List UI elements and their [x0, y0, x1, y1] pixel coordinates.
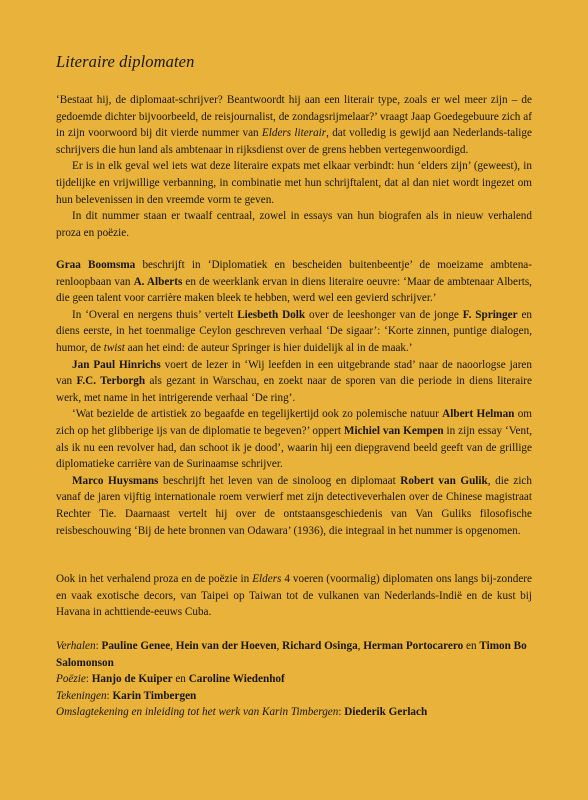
- intro-text-1b: , dat volledig is gewijd aan Nederlands-talige schrijvers die hun land als ambtenaar in rijksdienst over de grens hebben vertegenwoordigd.: [56, 127, 532, 156]
- magazine-title: Elders: [252, 573, 282, 585]
- credit-tekeningen: Tekeningen: Karin Timbergen: [56, 689, 197, 702]
- credit-label: Tekeningen: [56, 689, 107, 702]
- prose-paragraph: [56, 571, 532, 621]
- separator: ,: [170, 640, 176, 652]
- essay-text: beschrijft het leven van de sinoloog en diplomaat: [158, 474, 401, 487]
- credit-label: Omslagtekening en inleiding tot het werk van Karin Timbergen: [56, 706, 339, 719]
- intro-paragraph-1: [56, 92, 532, 158]
- prose-section: [56, 571, 532, 621]
- essay-text: ‘Wat bezielde de artistiek zo begaafde en tegelijkertijd ook zo polemische natuur: [72, 408, 443, 421]
- italic-word: twist: [103, 341, 125, 354]
- essay-text: over de leeshonger van de jonge: [305, 308, 463, 321]
- intro-section: [56, 92, 532, 241]
- essay-text: om zich op het glibberige ijs van de diplomatie te begeven?’ oppert: [56, 408, 532, 437]
- contributor-name: Hein van der Hoeven: [175, 640, 277, 652]
- subject-name: Robert van Gulik: [400, 474, 488, 487]
- subject-name: Albert Helman: [442, 408, 515, 421]
- contributor-name: Herman Portocarero: [363, 640, 464, 652]
- essay-paragraph-boomsma: [56, 257, 532, 307]
- contributor-name: Timon Bo Salomonson: [56, 640, 527, 669]
- credits-section: [56, 638, 532, 721]
- author-name: Michiel van Kempen: [343, 424, 444, 437]
- essay-paragraph-kempen: [56, 406, 532, 472]
- subject-name: F.C. Terborgh: [76, 375, 146, 388]
- credit-omslag: Omslagtekening en inleiding tot het werk van Karin Timbergen: Diederik Gerlach: [56, 706, 428, 719]
- intro-paragraph-2: Er is in elk geval wel iets wat deze literaire expats met elkaar verbindt: hun ‘elders zijn’ (geweest), in tijdelijke en vrijwillige verbanning, in combinatie met hun schrijftalent, dat al dan niet wordt ingezet om hun belevenissen in den vreemde vorm te geven.: [56, 160, 532, 206]
- essay-text: , die zich vanaf de jaren vijftig internationale roem verwierf met zijn detectiveverhalen over de Chinese magistraat Rechter Tie. Daarnaast vertelt hij over de ontstaansgeschiedenis van Van Guliks filosofische reisbeschouwing ‘Bij de hete bronnen van Odawara’ (1936), die integraal in het nummer is opgenomen.: [56, 474, 532, 537]
- essay-paragraph-huysmans: [56, 473, 532, 539]
- separator: ,: [276, 640, 283, 652]
- separator: en: [463, 640, 480, 652]
- separator: en: [172, 673, 189, 686]
- intro-text-1a: ‘Bestaat hij, de diplomaat-schrijver? Beantwoordt hij aan een literair type, zoals er wel meer zijn – de gedoemde dichter bijvoorbeeld, de reisjournalist, de zondagsrijmelaar?’ vraagt Jaap Goedegebuure zich af in zijn voorwoord bij dit vierde nummer van: [56, 94, 532, 140]
- essays-section: [56, 257, 532, 539]
- author-name: Liesbeth Dolk: [237, 308, 306, 321]
- essay-text: aan het eind: de auteur Springer is hier duidelijk al in de maak.’: [124, 341, 413, 354]
- page-title: Literaire diplomaten: [56, 52, 195, 71]
- credit-label: Verhalen: [56, 640, 96, 652]
- contributor-name: Caroline Wiedenhof: [188, 673, 285, 686]
- contributor-name: Richard Osinga: [282, 640, 358, 652]
- intro-paragraph-3: In dit nummer staan er twaalf centraal, zowel in essays van hun biografen als in nieuw verhalend proza en poëzie.: [56, 210, 532, 239]
- prose-text: Ook in het verhalend proza en de poëzie in: [56, 573, 253, 585]
- essay-text: in zijn essay ‘Vent, als ik nu een revolver had, dan schoot ik je dood’, waarin hij een diepgravend beeld geeft van de grillige diplomatieke carrière van de Surinaamse schrijver.: [56, 424, 532, 471]
- prose-text: 4 voeren (voormalig) diplomaten ons langs bij-zondere en vaak exotische decors, van Taipei op Taiwan tot de vulkanen van Nederlands-Indië en de kust bij Havana in achttiende-eeuws Cuba.: [56, 573, 532, 619]
- subject-name: A. Alberts: [133, 275, 183, 288]
- credit-poezie: Poëzie: Hanjo de Kuiper en Caroline Wiedenhof: [56, 673, 285, 686]
- author-name: Graa Boomsma: [56, 259, 136, 271]
- separator: ,: [357, 640, 364, 652]
- subject-name: F. Springer: [462, 308, 518, 321]
- magazine-title: Elders literair: [261, 127, 327, 140]
- credit-verhalen: Verhalen: Pauline Genee, Hein van der Hoeven, Richard Osinga, Herman Portocarero en Timon Bo Salomonson: [56, 640, 527, 669]
- contributor-name: Hanjo de Kuiper: [91, 673, 173, 686]
- credit-label: Poëzie: [56, 673, 86, 686]
- author-name: Jan Paul Hinrichs: [72, 358, 161, 371]
- contributor-name: Diederik Gerlach: [344, 706, 428, 719]
- essay-text: als gezant in Warschau, en zoekt naar de sporen van die periode in diens literaire werk, met name in het intrigerende verhaal ‘De ring’.: [56, 375, 532, 404]
- essay-paragraph-hinrichs: [56, 357, 532, 407]
- author-name: Marco Huysmans: [72, 474, 159, 487]
- essay-text: voert de lezer in ‘Wij leefden in een uitgebrande stad’ naar de naoorlogse jaren van: [56, 358, 532, 388]
- essay-text: en de weerklank ervan in diens literaire oeuvre: ‘Maar de ambtenaar Alberts, die geen talent voor carrière maken bleek te hebben, werd wel een gevierd schrijver.’: [56, 275, 532, 305]
- essay-paragraph-dolk: [56, 307, 532, 357]
- essay-text: en diens eerste, in het toenmalige Ceylon geschreven verhaal ‘De sigaar’: ‘Korte zinnen, puntige dialogen, humor, de: [56, 308, 533, 354]
- essay-text: In ‘Overal en nergens thuis’ vertelt: [72, 308, 238, 321]
- essay-text: beschrijft in ‘Diplomatiek en bescheiden buitenbeentje’ de moeizame ambtena-renloopbaan van: [56, 259, 532, 288]
- contributor-name: Karin Timbergen: [112, 689, 197, 702]
- contributor-name: Pauline Genee: [101, 640, 171, 652]
